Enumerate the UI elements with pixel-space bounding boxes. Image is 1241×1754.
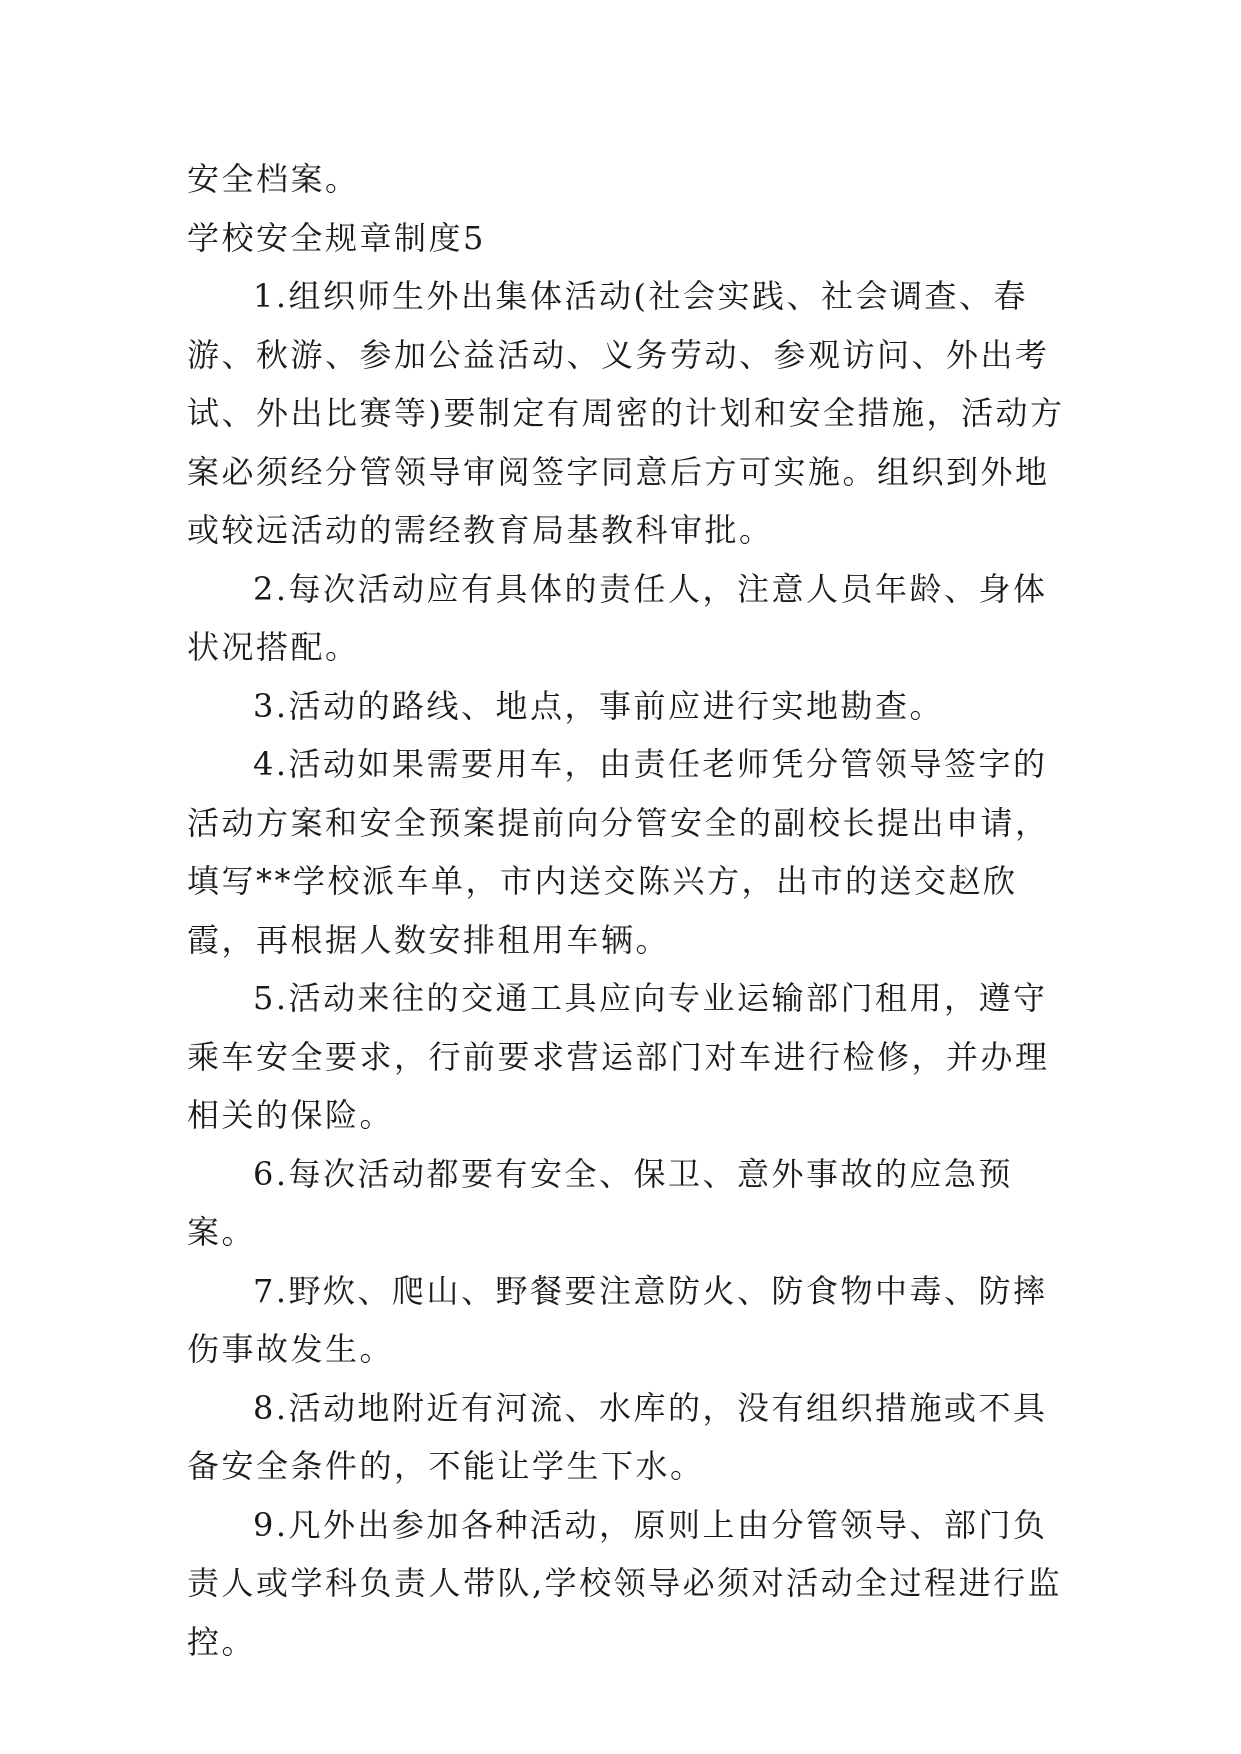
section-title: 学校安全规章制度5 [187,218,486,257]
rule-item-3: 3.活动的路线、地点，事前应进行实地勘查。 [253,686,945,725]
rule-item-9: 9.凡外出参加各种活动，原则上由分管领导、部门负责人或学科负责人带队,学校领导必须对活动全过程进行监控。 [187,1505,1063,1661]
rule-item-1: 1.组织师生外出集体活动(社会实践、社会调查、春游、秋游、参加公益活动、义务劳动、参观访问、外出考试、外出比赛等)要制定有周密的计划和安全措施，活动方案必须经分管领导审阅签字同意后方可实施。组织到外地或较远活动的需经教育局基教科审批。 [187,277,1065,549]
rule-item-2: 2.每次活动应有具体的责任人，注意人员年龄、身体状况搭配。 [187,569,1048,666]
rule-item-4: 4.活动如果需要用车，由责任老师凭分管领导签字的活动方案和安全预案提前向分管安全的副校长提出申请，填写**学校派车单，市内送交陈兴方，出市的送交赵欣霞，再根据人数安排租用车辆。 [187,745,1050,959]
rule-item-5: 5.活动来往的交通工具应向专业运输部门租用，遵守乘车安全要求，行前要求营运部门对车进行检修，并办理相关的保险。 [187,979,1050,1134]
rule-item-7: 7.野炊、爬山、野餐要注意防火、防食物中毒、防摔伤事故发生。 [187,1271,1048,1368]
text-line: 安全档案。 [187,160,360,198]
document-body [187,150,1067,1671]
rule-item-8: 8.活动地附近有河流、水库的，没有组织措施或不具备安全条件的，不能让学生下水。 [187,1388,1048,1485]
rule-item-6: 6.每次活动都要有安全、保卫、意外事故的应急预案。 [187,1154,1014,1251]
